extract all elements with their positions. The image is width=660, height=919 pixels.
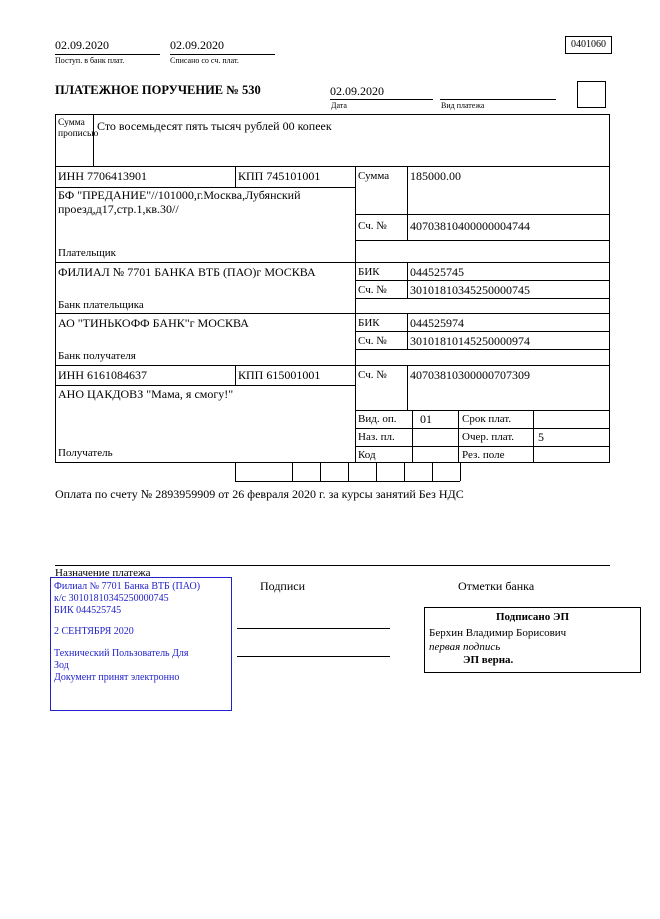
stamp-date: 2 СЕНТЯБРЯ 2020 [54, 626, 134, 638]
signatures-label: Подписи [260, 579, 306, 593]
payer-bank-bik-label: БИК [358, 266, 380, 278]
debited-date-underline [170, 54, 275, 55]
stamp-bank-name: Филиал № 7701 Банка ВТБ (ПАО) [54, 581, 201, 592]
grid-line [407, 365, 408, 410]
grid-line [55, 365, 610, 366]
payer-bank-account: 30101810345250000745 [410, 283, 530, 297]
sum-value: 185000.00 [410, 169, 461, 183]
received-date-value: 02.09.2020 [55, 38, 109, 52]
payee-bank-bik: 044525974 [410, 316, 464, 330]
document-date-value: 02.09.2020 [330, 84, 384, 98]
payer-account: 40703810400000004744 [410, 219, 530, 233]
grid-line [355, 349, 610, 350]
payer-bank-name: ФИЛИАЛ № 7701 БАНКА ВТБ (ПАО)г МОСКВА [58, 265, 316, 279]
payer-label: Плательщик [58, 247, 116, 259]
payee-bank-bik-label: БИК [358, 317, 380, 329]
grid-line [235, 365, 236, 385]
payer-bank-label: Банк плательщика [58, 299, 144, 311]
priority-value: 5 [538, 430, 544, 444]
grid-line [412, 410, 413, 463]
bank-marks-label: Отметки банка [458, 579, 535, 593]
payment-type-underline [440, 99, 556, 100]
stamp-user-line2: Зод [54, 659, 69, 671]
received-date-underline [55, 54, 160, 55]
stamp-spacer [54, 616, 228, 626]
payer-bank-account-label: Сч. № [358, 284, 387, 296]
esign-signer-name: Берхин Владимир Борисович [429, 626, 567, 639]
payment-purpose-label: Назначение платежа [55, 567, 151, 579]
esign-box [424, 607, 641, 673]
grid-line [55, 385, 355, 386]
grid-line [235, 463, 236, 481]
stamp-spacer [54, 638, 228, 648]
grid-line [355, 280, 610, 281]
bank-stamp-box [50, 577, 232, 711]
amount-words-value: Сто восемьдесят пять тысяч рублей 00 копеек [97, 119, 332, 133]
document-date-underline [330, 99, 433, 100]
received-date-label: Поступ. в банк плат. [55, 56, 125, 65]
payer-name: БФ "ПРЕДАНИЕ"//101000,г.Москва,Лубянский проезд,д17,стр.1,кв.30// [58, 188, 301, 217]
payment-purpose-text: Оплата по счету № 2893959909 от 26 февраля 2020 г. за курсы занятий Без НДС [55, 487, 464, 501]
payer-account-label: Сч. № [358, 220, 387, 232]
grid-line [55, 166, 610, 167]
grid-line [235, 481, 460, 482]
stamp-corr-account: к/с 30101810345250000745 [54, 592, 169, 604]
form-code-box: 0401060 [565, 36, 612, 54]
payee-label: Получатель [58, 447, 113, 459]
debited-date-label: Списано со сч. плат. [170, 56, 239, 65]
status-box [577, 81, 606, 108]
payee-bank-account-label: Сч. № [358, 335, 387, 347]
purpose-underline [55, 565, 610, 566]
grid-line [355, 446, 610, 447]
esign-title: Подписано ЭП [495, 611, 570, 623]
grid-line [407, 166, 408, 240]
payee-bank-name: АО "ТИНЬКОФФ БАНК"г МОСКВА [58, 316, 249, 330]
code-label: Код [358, 449, 376, 461]
grid-line [292, 463, 293, 481]
payer-inn: ИНН 7706413901 [58, 169, 147, 183]
op-type-value: 01 [420, 412, 432, 426]
grid-line [355, 410, 610, 411]
payer-kpp: КПП 745101001 [238, 169, 321, 183]
stamp-bik: БИК 044525745 [54, 604, 122, 616]
amount-words-label: Сумма прописью [58, 118, 99, 140]
payee-bank-label: Банк получателя [58, 350, 136, 362]
grid-line [376, 463, 377, 481]
payee-inn: ИНН 6161084637 [58, 368, 147, 382]
stamp-note: Документ принят электронно [54, 671, 180, 683]
grid-line [460, 463, 461, 481]
payee-name: АНО ЦАКДОВЗ "Мама, я смогу!" [58, 387, 234, 401]
grid-line [407, 262, 408, 298]
signature-line [237, 656, 390, 657]
payee-account-label: Сч. № [358, 369, 387, 381]
pay-term-label: Срок плат. [462, 413, 512, 425]
grid-line [355, 166, 356, 463]
op-type-label: Вид. оп. [358, 413, 397, 425]
document-date-label: Дата [331, 101, 347, 110]
payee-kpp: КПП 615001001 [238, 368, 321, 382]
grid-line [355, 331, 610, 332]
grid-line [55, 262, 610, 263]
document-title: ПЛАТЕЖНОЕ ПОРУЧЕНИЕ № 530 [55, 83, 261, 97]
grid-line [407, 313, 408, 349]
reserve-field-label: Рез. поле [462, 449, 505, 461]
payee-account: 40703810300000707309 [410, 368, 530, 382]
grid-line [355, 240, 610, 241]
signature-line [237, 628, 390, 629]
payer-bank-bik: 044525745 [410, 265, 464, 279]
grid-line [348, 463, 349, 481]
stamp-user-line1: Технический Пользователь Для [54, 648, 189, 660]
payment-type-label: Вид платежа [441, 101, 485, 110]
grid-line [404, 463, 405, 481]
sum-label: Сумма [358, 170, 390, 182]
payee-bank-account: 30101810145250000974 [410, 334, 530, 348]
priority-label: Очер. плат. [462, 431, 515, 443]
grid-line [235, 166, 236, 187]
grid-line [355, 298, 610, 299]
esign-kind: первая подпись [429, 640, 501, 653]
esign-status: ЭП верна. [463, 654, 514, 667]
grid-line [458, 410, 459, 463]
grid-line [355, 214, 610, 215]
grid-line [55, 313, 610, 314]
grid-line [355, 428, 610, 429]
grid-line [533, 410, 534, 463]
grid-line [320, 463, 321, 481]
purpose-code-label: Наз. пл. [358, 431, 395, 443]
debited-date-value: 02.09.2020 [170, 38, 224, 52]
grid-line [432, 463, 433, 481]
